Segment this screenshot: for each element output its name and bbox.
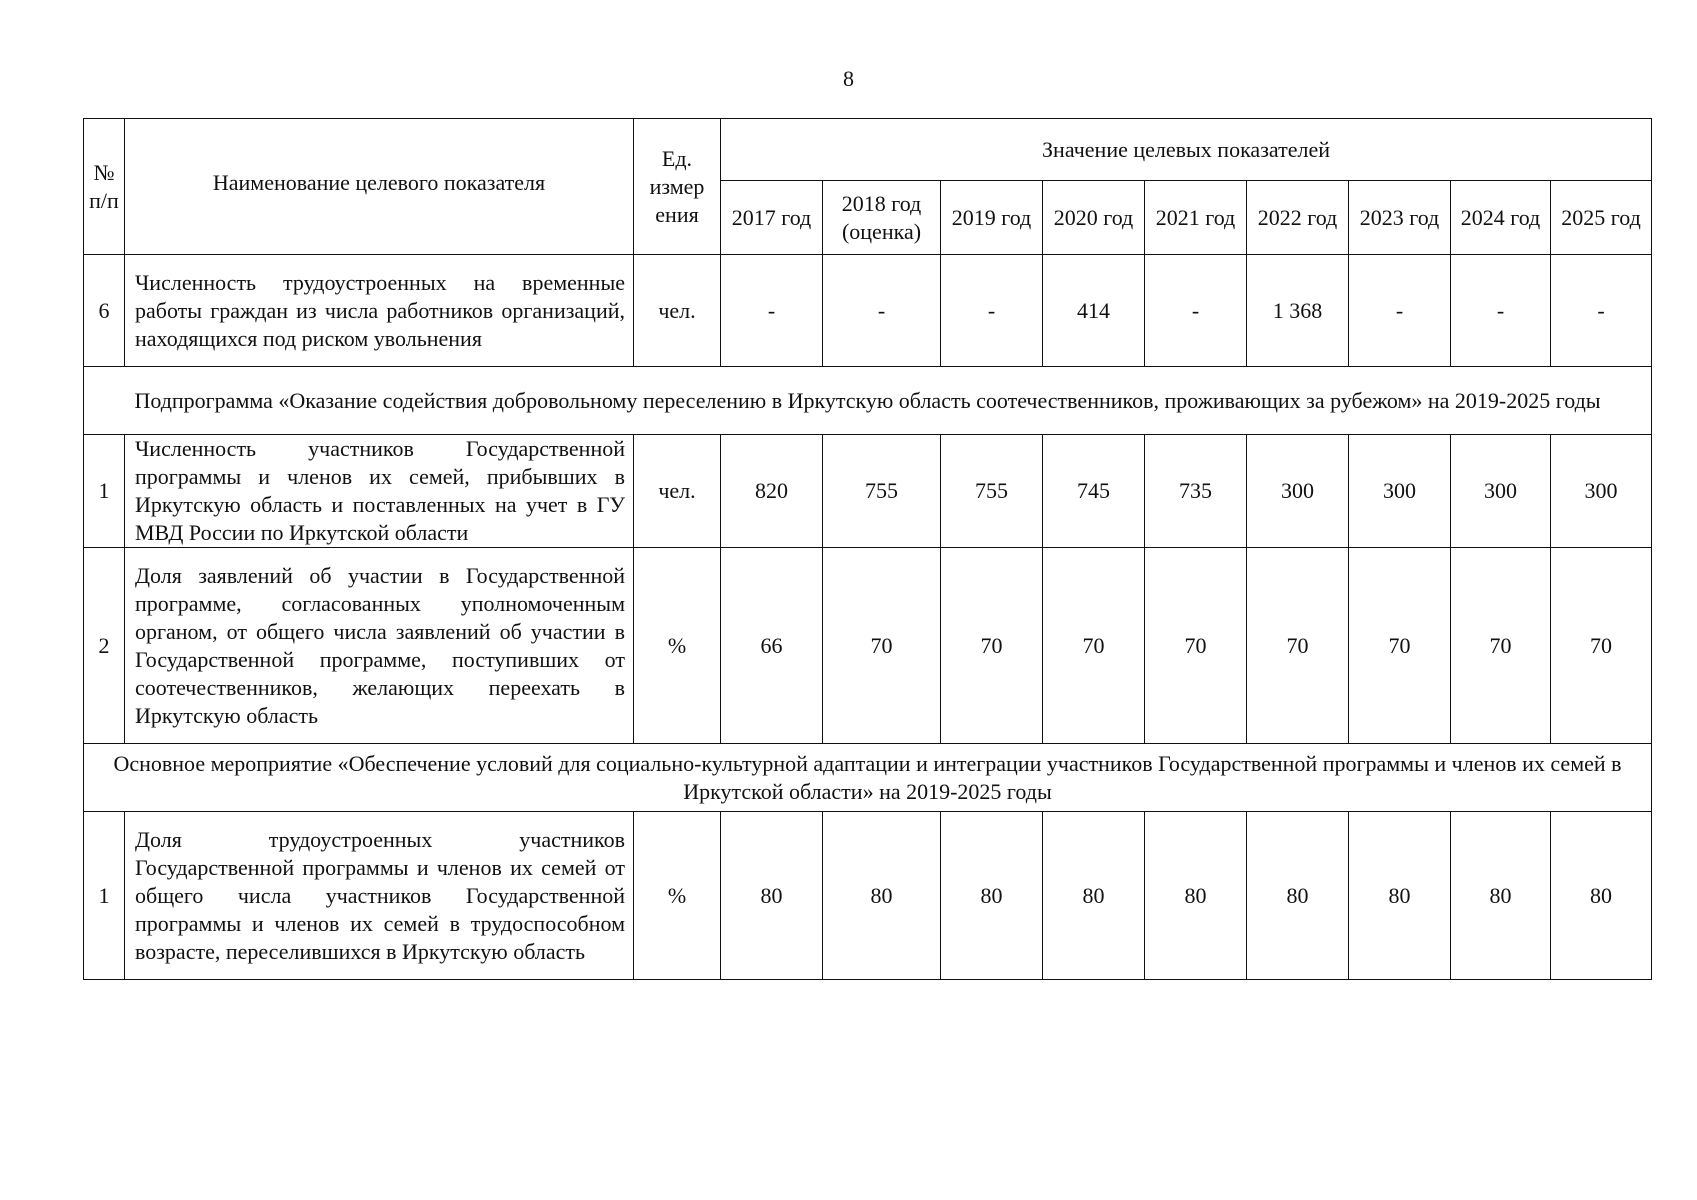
value-cell: 300 (1551, 435, 1652, 548)
value-cell: 70 (1349, 548, 1451, 744)
table-header (84, 119, 1652, 255)
row-number: 1 (84, 435, 125, 548)
value-cell: 70 (1451, 548, 1551, 744)
value-cell: 80 (941, 812, 1043, 980)
section-row (84, 744, 1652, 812)
value-cell: 414 (1043, 255, 1145, 367)
section-title: Подпрограмма «Оказание содействия добровольному переселению в Иркутскую область соотечественников, проживающих за рубежом» на 2019-2025 годы (84, 367, 1652, 435)
header-year: 2019 год (941, 181, 1043, 255)
value-cell: 1 368 (1247, 255, 1349, 367)
value-cell: 70 (1551, 548, 1652, 744)
header-year: 2017 год (721, 181, 823, 255)
value-cell: 300 (1247, 435, 1349, 548)
header-year: 2025 год (1551, 181, 1652, 255)
row-number: 2 (84, 548, 125, 744)
value-cell: 70 (1043, 548, 1145, 744)
indicator-name: Доля заявлений об участии в Государственной программе, согласованных уполномоченным органом, от общего числа заявлений об участии в Государственной программе, поступивших от соотечественников, желающих переехать в Иркутскую область (125, 548, 634, 744)
value-cell: 300 (1349, 435, 1451, 548)
value-cell: - (721, 255, 823, 367)
table-row (84, 812, 1652, 980)
table-row (84, 435, 1652, 548)
value-cell: 70 (941, 548, 1043, 744)
value-cell: 745 (1043, 435, 1145, 548)
value-cell: - (1451, 255, 1551, 367)
value-cell: 80 (1451, 812, 1551, 980)
row-number: 1 (84, 812, 125, 980)
section-title: Основное мероприятие «Обеспечение условий для социально-культурной адаптации и интеграции участников Государственной программы и членов их семей в Иркутской области» на 2019-2025 годы (84, 744, 1652, 812)
value-cell: 70 (823, 548, 941, 744)
value-cell: 735 (1145, 435, 1247, 548)
unit-cell: % (634, 812, 721, 980)
unit-cell: % (634, 548, 721, 744)
header-values-group: Значение целевых показателей (721, 119, 1652, 181)
table-row (84, 255, 1652, 367)
value-cell: 80 (1145, 812, 1247, 980)
value-cell: 80 (1551, 812, 1652, 980)
header-year: 2023 год (1349, 181, 1451, 255)
value-cell: 66 (721, 548, 823, 744)
unit-cell: чел. (634, 255, 721, 367)
header-indicator-name-label: Наименование целевого показателя (212, 170, 546, 195)
value-cell: 80 (823, 812, 941, 980)
unit-cell: чел. (634, 435, 721, 548)
value-cell: 755 (823, 435, 941, 548)
value-cell: 820 (721, 435, 823, 548)
value-cell: 70 (1247, 548, 1349, 744)
value-cell: 80 (1043, 812, 1145, 980)
value-cell: - (1551, 255, 1652, 367)
value-cell: 755 (941, 435, 1043, 548)
value-cell: 80 (721, 812, 823, 980)
indicator-name: Численность участников Государственной программы и членов их семей, прибывших в Иркутскую область и поставленных на учет в ГУ МВД России по Иркутской области (125, 435, 634, 548)
value-cell: 80 (1349, 812, 1451, 980)
header-year: 2022 год (1247, 181, 1349, 255)
header-year: 2020 год (1043, 181, 1145, 255)
value-cell: 80 (1247, 812, 1349, 980)
indicator-name: Доля трудоустроенных участников Государственной программы и членов их семей от общего числа участников Государственной программы и членов их семей в трудоспособном возрасте, переселившихся в Иркутскую область (125, 812, 634, 980)
value-cell: - (1349, 255, 1451, 367)
value-cell: - (823, 255, 941, 367)
indicator-name: Численность трудоустроенных на временные работы граждан из числа работников организаций, находящихся под риском увольнения (125, 255, 634, 367)
value-cell: 70 (1145, 548, 1247, 744)
header-year: 2021 год (1145, 181, 1247, 255)
value-cell: - (941, 255, 1043, 367)
header-num: № п/п (84, 119, 125, 255)
value-cell: 300 (1451, 435, 1551, 548)
header-year: 2018 год (оценка) (823, 181, 941, 255)
table-body (84, 255, 1652, 980)
row-number: 6 (84, 255, 125, 367)
header-indicator-name (125, 119, 634, 255)
header-unit: Ед. измер ения (634, 119, 721, 255)
table-row (84, 548, 1652, 744)
page-number: 8 (843, 66, 854, 91)
section-row (84, 367, 1652, 435)
header-year: 2024 год (1451, 181, 1551, 255)
indicators-table (83, 118, 1652, 980)
value-cell: - (1145, 255, 1247, 367)
